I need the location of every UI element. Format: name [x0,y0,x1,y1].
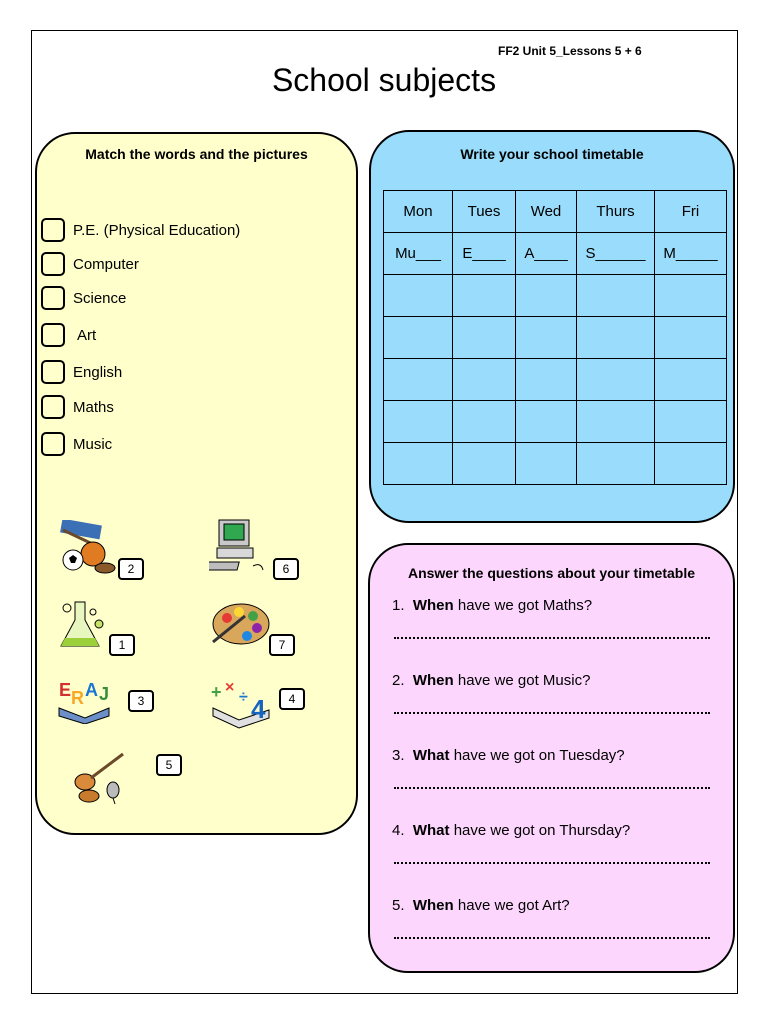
computer-icon [209,518,267,576]
timetable-cell[interactable] [516,359,577,401]
maths-book-icon [209,674,277,730]
match-item-english [41,360,122,384]
timetable-cell[interactable] [516,317,577,359]
match-checkbox[interactable] [41,218,65,242]
question-3 [392,747,625,764]
svg-text:J: J [99,684,110,704]
table-row [384,275,727,317]
timetable-cell[interactable] [516,443,577,485]
match-item-pe [41,218,240,242]
timetable-cell[interactable] [453,443,516,485]
timetable-cell[interactable] [577,317,655,359]
picture-number-art: 7 [269,634,295,656]
timetable-cell[interactable] [577,275,655,317]
timetable-cell[interactable] [516,275,577,317]
sports-equipment-icon [55,520,117,576]
match-checkbox[interactable] [41,360,65,384]
question-text: have we got Music? [453,672,591,689]
question-text: have we got on Thursday? [449,822,631,839]
timetable-heading: Write your school timetable [460,146,644,162]
picture-number-computer: 6 [273,558,299,580]
match-heading: Match the words and the pictures [85,146,308,162]
question-1 [392,597,592,614]
match-item-science [41,286,126,310]
timetable-cell[interactable]: M_____ [655,233,727,275]
answer-line-1[interactable] [394,637,710,639]
table-row [384,359,727,401]
timetable-cell[interactable] [655,275,727,317]
match-label: English [73,363,123,381]
match-label: P.E. (Physical Education) [73,221,241,239]
unit-label: FF2 Unit 5_Lessons 5 + 6 [498,44,642,58]
question-2 [392,672,590,689]
picture-number-music: 5 [156,754,182,776]
question-5 [392,897,570,914]
question-text: have we got on Tuesday? [449,747,625,764]
question-keyword: When [412,672,454,689]
timetable-cell[interactable]: Mu___ [384,233,453,275]
match-checkbox[interactable] [41,286,65,310]
match-label: Computer [73,255,139,273]
svg-text:4: 4 [251,694,266,724]
question-number: 1. [392,597,405,614]
timetable-panel [369,130,735,523]
picture-number-science: 1 [109,634,135,656]
svg-text:×: × [225,679,235,696]
question-keyword: When [412,897,454,914]
answer-line-4[interactable] [394,862,710,864]
answer-line-3[interactable] [394,787,710,789]
timetable-cell[interactable] [453,359,516,401]
questions-heading: Answer the questions about your timetable [407,565,696,581]
timetable-cell[interactable] [655,443,727,485]
timetable-cell[interactable] [384,275,453,317]
day-header: Mon [384,191,453,233]
match-checkbox[interactable] [41,323,65,347]
svg-text:E: E [59,680,72,700]
match-item-maths [41,395,114,419]
timetable-cell[interactable] [655,401,727,443]
timetable-cell[interactable] [577,359,655,401]
day-header: Wed [516,191,577,233]
timetable-cell[interactable] [453,401,516,443]
question-text: have we got Maths? [453,597,593,614]
question-text: have we got Art? [453,897,570,914]
question-number: 3. [392,747,405,764]
match-item-music [41,432,112,456]
timetable-cell[interactable] [453,275,516,317]
svg-text:R: R [71,688,84,708]
timetable-cell[interactable]: E____ [453,233,516,275]
match-item-computer [41,252,139,276]
timetable-cell[interactable] [577,401,655,443]
timetable-cell[interactable] [384,359,453,401]
table-row [384,443,727,485]
day-header: Tues [453,191,516,233]
match-checkbox[interactable] [41,395,65,419]
match-checkbox[interactable] [41,432,65,456]
svg-text:A: A [85,680,98,700]
timetable-cell[interactable]: S______ [577,233,655,275]
timetable-cell[interactable]: A____ [516,233,577,275]
match-item-art [41,323,96,347]
timetable-cell[interactable] [655,359,727,401]
timetable-cell[interactable] [384,317,453,359]
picture-number-english: 3 [128,690,154,712]
timetable-grid [383,190,727,485]
match-label: Music [73,435,113,453]
questions-panel [368,543,735,973]
day-header: Thurs [577,191,655,233]
timetable-cell[interactable] [453,317,516,359]
table-row [384,401,727,443]
question-number: 2. [392,672,405,689]
day-header: Fri [655,191,727,233]
svg-text:+: + [211,682,222,702]
question-keyword: When [412,597,454,614]
question-number: 4. [392,822,405,839]
timetable-cell[interactable] [384,401,453,443]
table-row [384,317,727,359]
match-label: Maths [73,398,114,416]
page-title [0,62,768,99]
question-keyword: What [412,747,450,764]
picture-number-pe: 2 [118,558,144,580]
timetable-cell[interactable] [516,401,577,443]
answer-line-5[interactable] [394,937,710,939]
question-4 [392,822,630,839]
question-keyword: What [412,822,450,839]
question-number: 5. [392,897,405,914]
timetable-cell[interactable] [655,317,727,359]
music-instruments-icon [71,748,129,804]
svg-text:÷: ÷ [239,689,248,706]
english-book-icon [55,674,113,724]
answer-line-2[interactable] [394,712,710,714]
table-row [384,233,727,275]
picture-number-maths: 4 [279,688,305,710]
paint-palette-icon [209,598,271,652]
match-label: Science [73,289,127,307]
timetable-cell[interactable] [577,443,655,485]
timetable-cell[interactable] [384,443,453,485]
match-label: Art [77,326,97,344]
match-panel [35,132,358,835]
table-row [384,191,727,233]
match-checkbox[interactable] [41,252,65,276]
science-flask-icon [53,598,111,656]
page-title-text: School subjects [271,62,497,98]
